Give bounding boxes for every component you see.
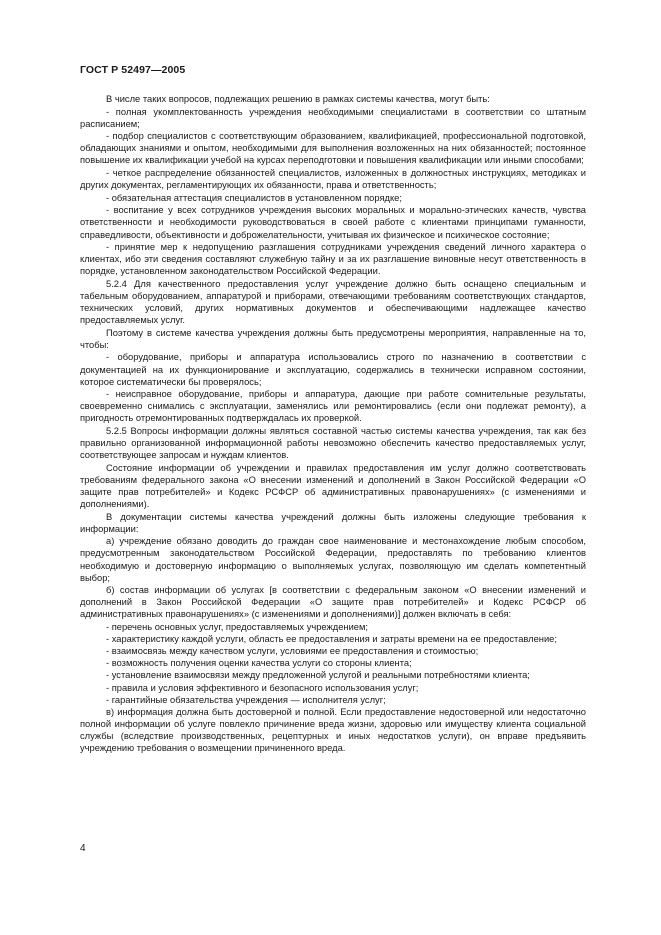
paragraph: а) учреждение обязано доводить до граждан свое наименование и местонахождение любым способом, предусмотренным законодательством Российской Федерации, предоставлять по требованию клиентов необходимую и достоверную информацию о выполняемых услугах, позволяющую им сделать компетентный выбор;: [80, 536, 586, 583]
list-item: - гарантийные обязательства учреждения — исполнителя услуг;: [106, 694, 386, 705]
paragraph: - полная укомплектованность учреждения необходимыми специалистами в соответствии со штатным расписанием;: [80, 106, 586, 129]
paragraph: В документации системы качества учреждений должны быть изложены следующие требования к информации:: [80, 511, 586, 534]
paragraph: - четкое распределение обязанностей специалистов, изложенных в должностных инструкциях, методиках и других документах, регламентирующих их обязанности, права и ответственность;: [80, 168, 586, 191]
paragraph: - подбор специалистов с соответствующим образованием, квалификацией, профессиональной подготовкой, обладающих знаниями и опытом, необходимыми для выполнения возложенных на них обязанностей; постоянное повышение их квалификации учебой на курсах переподготовки и повышения квалификации или иными способами;: [80, 131, 586, 166]
paragraph: - неисправное оборудование, приборы и аппаратура, дающие при работе сомнительные результаты, своевременно снимались с эксплуатации, заменялись или ремонтировались (если они подлежат ремонту), а пригодность отремонтированных подтверждалась их проверкой.: [80, 389, 586, 424]
list-item: - правила и условия эффективного и безопасного использования услуг;: [106, 682, 419, 693]
list-item: - характеристику каждой услуги, область ее предоставления и затраты времени на ее предоставление;: [106, 634, 557, 645]
paragraph: - оборудование, приборы и аппаратура использовались строго по назначению в соответствии с документацией на их функционирование и эксплуатацию, содержались в технически исправном состоянии, которое систематически бы проверялось;: [80, 352, 586, 387]
paragraph: в) информация должна быть достоверной и полной. Если предоставление недостоверной или недостаточно полной информации об услуге повлекло причинение вреда жизни, здоровью или имуществу клиента социальной службы (вследствие производственных, рецептурных и иных недостатков услуги), он вправе предъявить учреждению требования о возмещении причиненного вреда.: [80, 706, 586, 753]
list-item: - перечень основных услуг, предоставляемых учреждением;: [106, 622, 369, 633]
paragraph: - принятие мер к недопущению разглашения сотрудниками учреждения сведений личного характера о клиентах, ибо эти сведения составляют служебную тайну и за их разглашение виновные несут ответственность в порядке, установленном законодательством Российской Федерации.: [80, 242, 586, 277]
paragraph: - обязательная аттестация специалистов в установленном порядке;: [106, 192, 402, 203]
paragraph: Состояние информации об учреждении и правилах предоставления им услуг должно соответствовать требованиям федерального закона «О внесении изменений и дополнений в Закон Российской Федерации «О защите прав потребителей» и Кодекс РСФСР об административных правонарушениях» (с изменениями и дополнениями).: [80, 462, 586, 510]
paragraph: В числе таких вопросов, подлежащих решению в рамках системы качества, могут быть:: [106, 94, 490, 104]
standard-header: ГОСТ Р 52497—2005: [80, 64, 186, 76]
page-number: 4: [80, 843, 86, 854]
document-body: [80, 93, 586, 755]
list-item: - установление взаимосвязи между предложенной услугой и реальными потребностями клиента;: [106, 670, 530, 681]
list-item: - возможность получения оценки качества услуги со стороны клиента;: [106, 658, 412, 669]
paragraph: Поэтому в системе качества учреждения должны быть предусмотрены мероприятия, направленные на то, чтобы:: [80, 327, 586, 350]
paragraph: 5.2.4 Для качественного предоставления услуг учреждение должно быть оснащено специальным и табельным оборудованием, аппаратурой и приборами, отвечающими требованиям соответствующих стандартов, технических условий, других нормативных документов и обеспечивающими надлежащее качество предоставляемых услуг.: [80, 278, 586, 326]
paragraph: 5.2.5 Вопросы информации должны являться составной частью системы качества учреждения, так как без правильно организованной информационной работы невозможно обеспечить качество предоставляемых услуг, соответствующее запросам и нуждам клиентов.: [80, 426, 586, 461]
paragraph: б) состав информации об услугах [в соответствии с федеральным законом «О внесении изменений и дополнений в Закон Российской Федерации «О защите прав потребителей» и Кодекс РСФСР об административных правонарушениях» (с изменениями и дополнениями)] должен включать в себя:: [80, 585, 586, 620]
list-item: - взаимосвязь между качеством услуги, условиями ее предоставления и стоимостью;: [106, 646, 479, 657]
paragraph: - воспитание у всех сотрудников учреждения высоких моральных и морально-этических качеств, чувства ответственности и необходимости руководствоваться в своей работе с клиентами принципами гуманности, справедливости, объективности и доброжелательности, учитывая их физическое и психическое состояние;: [80, 205, 586, 240]
